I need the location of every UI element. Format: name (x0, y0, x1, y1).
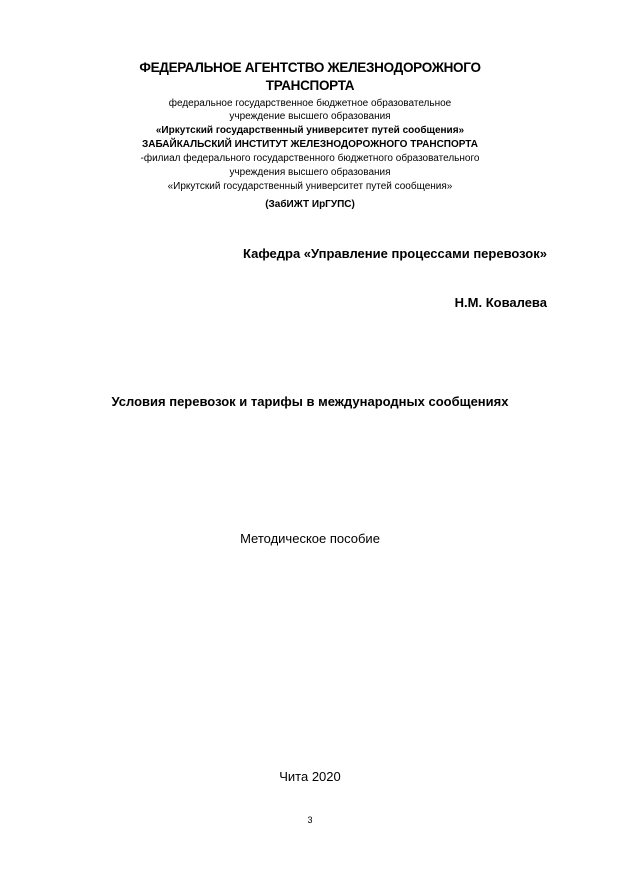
institution-type-line1: федеральное государственное бюджетное образовательное (168, 98, 452, 109)
page-number: 3 (307, 815, 313, 825)
branch-description-line2: учреждения высшего образования (229, 167, 391, 178)
university-name: «Иркутский государственный университет путей сообщения» (155, 125, 465, 136)
department-name: Кафедра «Управление процессами перевозок» (243, 246, 547, 261)
branch-description-line1: -филиал федерального государственного бюджетного образовательного (140, 153, 480, 164)
branch-description-line3: «Иркутский государственный университет путей сообщения» (167, 181, 453, 192)
city-year: Чита 2020 (279, 769, 341, 784)
branch-name: ЗАБАЙКАЛЬСКИЙ ИНСТИТУТ ЖЕЛЕЗНОДОРОЖНОГО ТРАНСПОРТА (142, 139, 478, 150)
document-title: Условия перевозок и тарифы в международных сообщениях (111, 394, 509, 409)
author-name: Н.М. Ковалева (454, 295, 547, 310)
document-type: Методическое пособие (240, 531, 380, 546)
institution-type-line2: учреждение высшего образования (229, 111, 391, 122)
institute-abbreviation: (ЗабИЖТ ИрГУПС) (265, 199, 355, 210)
agency-title-line2: ТРАНСПОРТА (265, 78, 355, 93)
agency-title-line1: ФЕДЕРАЛЬНОЕ АГЕНТСТВО ЖЕЛЕЗНОДОРОЖНОГО (139, 60, 481, 75)
